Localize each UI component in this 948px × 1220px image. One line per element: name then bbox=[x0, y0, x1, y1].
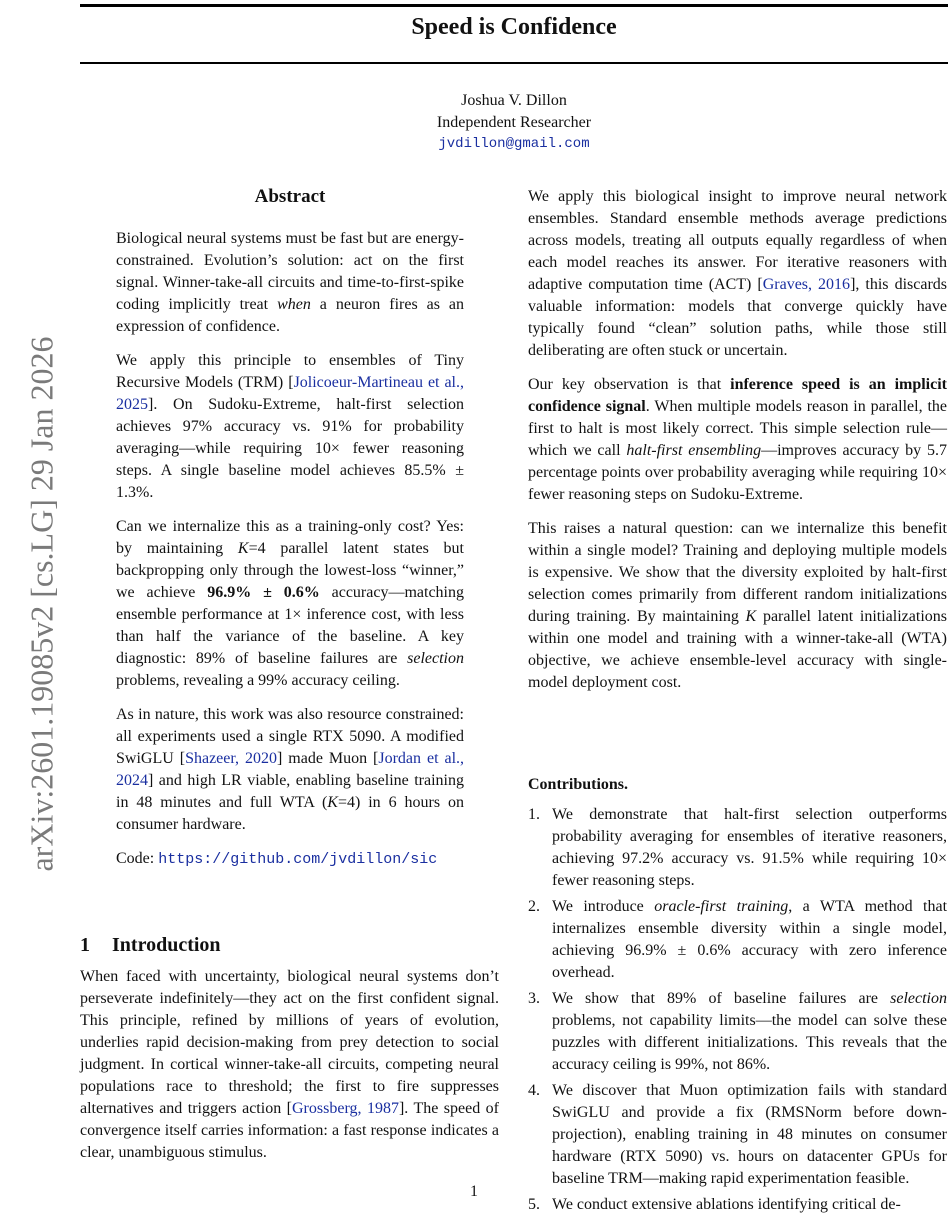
author-email[interactable]: jvdillon@gmail.com bbox=[438, 136, 590, 152]
list-item: 1. We demonstrate that halt-first selection outperforms probability averaging for ensembles of iterative reasoners, achieving 97.2% accuracy vs. 91.5% while requiring 10× fewer reasoning steps. bbox=[528, 806, 947, 889]
arxiv-sidebar-stamp: arXiv:2601.19085v2 [cs.LG] 29 Jan 2026 bbox=[23, 336, 60, 872]
list-item: 2. We introduce oracle-first training, a WTA method that internalizes ensemble diversity within a single model, achieving 96.9% ± 0.6% accuracy with zero inference overhead. bbox=[528, 898, 948, 981]
code-url-link[interactable]: https://github.com/jvdillon/sic bbox=[158, 851, 438, 868]
author-name: Joshua V. Dillon bbox=[461, 92, 567, 109]
citation-link[interactable]: Shazeer, 2020 bbox=[185, 750, 277, 767]
intro-paragraph-1: When faced with uncertainty, biological neural systems don’t perseverate indefinitely—they act on the first confident signal. This principle, refined by millions of years of evolution, underlies rapid decision-making from prey detection to social judgment. In cortical winner-take-all circuits, competing neural populations race to threshold; the first to fire suppresses alternatives and triggers action [Grossberg, 1987]. The speed of convergence itself carries information: a fast response indicates a clear, unambiguous stimulus. bbox=[80, 968, 500, 1161]
abstract-paragraph-1: Biological neural systems must be fast but are energy-constrained. Evolution’s solution: act on the first signal. Winner-take-all circuits and time-to-first-spike coding implicitly treat when a neuron fires as an expression of confidence. bbox=[116, 230, 465, 335]
abstract-body bbox=[116, 228, 464, 883]
top-rule bbox=[80, 4, 948, 7]
abstract-heading: Abstract bbox=[254, 186, 326, 207]
list-item: 5. We conduct extensive ablations identifying critical de- bbox=[528, 1196, 901, 1213]
citation-link[interactable]: Grossberg, 1987 bbox=[292, 1100, 399, 1117]
author-affiliation: Independent Researcher bbox=[436, 114, 592, 131]
abstract-paragraph-2: We apply this principle to ensembles of Tiny Recursive Models (TRM) [Jolicoeur-Martineau et al., 2025]. On Sudoku-Extreme, halt-first selection achieves 97% accuracy vs. 91% for probability averaging—while requiring 10× fewer reasoning steps. A single baseline model achieves 85.5% ± 1.3%. bbox=[116, 352, 465, 501]
code-line: Code: https://github.com/jvdillon/sic bbox=[116, 850, 438, 868]
title-rule bbox=[80, 62, 948, 64]
abstract-paragraph-4: As in nature, this work was also resource constrained: all experiments used a single RTX 5090. A modified SwiGLU [Shazeer, 2020] made Muon [Jordan et al., 2024] and high LR viable, enabling baseline training in 48 minutes and full WTA (K=4) in 6 hours on consumer hardware. bbox=[116, 706, 465, 833]
list-item: 3. We show that 89% of baseline failures are selection problems, not capability limits—the model can solve these puzzles with different initializations. This reveals that the accuracy ceiling is 99%, not 86%. bbox=[528, 990, 947, 1073]
contributions-heading: Contributions. bbox=[528, 776, 629, 793]
abstract-paragraph-3: Can we internalize this as a training-only cost? Yes: by maintaining K=4 parallel latent states but backpropping only through the lowest-loss “winner,” we achieve 96.9% ± 0.6% accuracy—matching ensemble performance at 1× inference cost, with less than half the variance of the baseline. A key diagnostic: 89% of baseline failures are selection problems, revealing a 99% accuracy ceiling. bbox=[116, 518, 465, 689]
section-heading-introduction: 1 Introduction bbox=[80, 934, 221, 956]
contributions-list bbox=[528, 804, 947, 1220]
paper-title: Speed is Confidence bbox=[411, 14, 617, 40]
right-column-body bbox=[528, 186, 947, 706]
introduction-body bbox=[80, 966, 499, 1176]
citation-link[interactable]: Jordan et al., 2024 bbox=[116, 750, 465, 789]
right-paragraph-1: We apply this biological insight to improve neural network ensembles. Standard ensemble methods average predictions across models, treating all outputs equally regardless of when each model reaches its answer. For iterative reasoners with adaptive computation time (ACT) [Graves, 2016], this discards valuable information: models that converge quickly have typically found “clean” solution paths, while those still deliberating are often stuck or uncertain. bbox=[528, 188, 947, 359]
right-paragraph-2: Our key observation is that inference speed is an implicit confidence signal. When multiple models reason in parallel, the first to halt is most likely correct. This simple selection rule—which we call halt-first ensembling—improves accuracy by 5.7 percentage points over probability averaging while requiring 10× fewer reasoning steps on Sudoku-Extreme. bbox=[528, 376, 948, 503]
page-number: 1 bbox=[470, 1183, 478, 1200]
citation-link[interactable]: Jolicoeur-Martineau et al., 2025 bbox=[116, 374, 465, 413]
list-item: 4. We discover that Muon optimization fails with standard SwiGLU and provide a fix (RMSNorm before down-projection), enabling training in 48 minutes on consumer hardware (RTX 5090) vs. hours on datacenter GPUs for baseline TRM—making rapid experimentation feasible. bbox=[528, 1082, 947, 1187]
citation-link[interactable]: Graves, 2016 bbox=[762, 276, 851, 293]
right-paragraph-3: This raises a natural question: can we internalize this benefit within a single model? Training and deploying multiple models is expensive. We show that the diversity exploited by halt-first selection comes primarily from different random initializations during training. By maintaining K parallel latent initializations within one model and training with a winner-take-all (WTA) objective, we achieve ensemble-level accuracy with single-model deployment cost. bbox=[528, 520, 947, 691]
